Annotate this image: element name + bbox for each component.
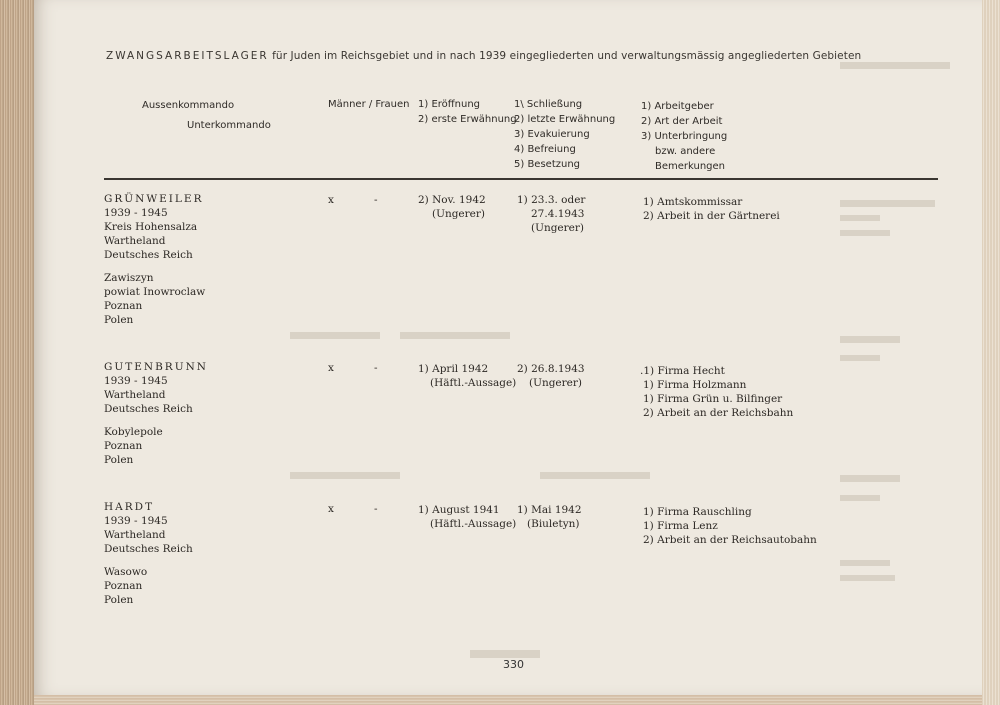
header-divider [104,178,938,180]
header-opening-line: 2) erste Erwähnung [418,114,517,125]
header-aussenkommando: Aussenkommando [142,100,235,111]
header-closing-line: 2) letzte Erwähnung [514,114,616,125]
page-bottom-edge [34,695,982,705]
opening-cell [418,503,516,531]
location-line: Wartheland [104,235,166,247]
location-line: Deutsches Reich [104,249,193,261]
opening-line: (Häftl.-Aussage) [430,377,517,389]
opening-cell [418,193,486,221]
header-unterkommando: Unterkommando [187,120,271,131]
work-line: 2) Arbeit an der Reichsbahn [643,407,794,419]
work-line: 1) Firma Lenz [643,520,718,532]
men-mark: x [328,503,334,515]
work-line: 2) Arbeit in der Gärtnerei [643,210,780,222]
work-line: 1) Amtskommissar [643,196,743,208]
work-line: .1) Firma Hecht [640,365,725,377]
work-line: 1) Firma Holzmann [643,379,747,391]
location-line: powiat Inowroclaw [104,286,206,298]
location-line: Kobylepole [104,426,163,438]
location-line: Poznan [104,440,143,452]
header-maenner-frauen: Männer / Frauen [328,99,410,110]
closing-line: (Ungerer) [531,222,584,234]
closing-cell [517,362,585,390]
header-work-line: Bemerkungen [655,161,726,172]
header-opening-line: 1) Eröffnung [418,99,481,110]
header-closing-line: 4) Befreiung [514,144,576,155]
location-line: Wartheland [104,389,166,401]
work-cell [643,505,817,547]
book-spine [0,0,34,705]
opening-line: 2) Nov. 1942 [418,194,486,206]
header-closing-line: 3) Evakuierung [514,129,590,140]
women-mark: - [374,362,378,374]
location-line: Polen [104,454,134,466]
closing-line: 1) 23.3. oder [517,194,586,206]
header-work-line: bzw. andere [655,146,716,157]
opening-line: (Ungerer) [432,208,485,220]
location-line: Poznan [104,300,143,312]
work-line: 2) Arbeit an der Reichsautobahn [643,534,817,546]
closing-line: (Biuletyn) [527,518,580,530]
document-title [106,50,861,62]
location-line: Deutsches Reich [104,543,193,555]
header-work-line: 3) Unterbringung [641,131,728,142]
location-line: Wartheland [104,529,166,541]
opening-line: (Häftl.-Aussage) [430,518,517,530]
opening-line: 1) August 1941 [418,504,500,516]
header-opening [418,97,517,127]
work-line: 1) Firma Rauschling [643,506,752,518]
location-line: Wasowo [104,566,148,578]
women-mark: - [374,503,378,515]
title-rest: für Juden im Reichsgebiet und in nach 1939 eingegliederten und verwaltungsmässig angegliederten Gebieten [272,50,862,62]
camp-name: GUTENBRUNN [104,361,208,373]
page-number: 330 [503,658,524,671]
location-line: Deutsches Reich [104,403,193,415]
closing-line: 2) 26.8.1943 [517,363,585,375]
header-closing [514,97,615,172]
closing-line: 27.4.1943 [531,208,585,220]
location-line: Polen [104,594,134,606]
camp-name: GRÜNWEILER [104,193,204,205]
men-mark: x [328,194,334,206]
location-line: Zawiszyn [104,272,154,284]
location-line: Poznan [104,580,143,592]
closing-cell [517,503,582,531]
header-work-line: 2) Art der Arbeit [641,116,723,127]
closing-line: (Ungerer) [529,377,582,389]
location-line: 1939 - 1945 [104,515,168,527]
location-line: 1939 - 1945 [104,375,168,387]
work-cell [640,364,793,420]
page-edge [982,0,1000,705]
location-line: Kreis Hohensalza [104,221,198,233]
title-prefix: ZWANGSARBEITSLAGER [106,50,269,62]
camp-name: HARDT [104,501,155,513]
opening-line: 1) April 1942 [418,363,489,375]
header-work [641,99,727,174]
men-mark: x [328,362,334,374]
header-work-line: 1) Arbeitgeber [641,101,714,112]
location-line: 1939 - 1945 [104,207,168,219]
header-closing-line: 5) Besetzung [514,159,581,170]
location-line: Polen [104,314,134,326]
women-mark: - [374,194,378,206]
closing-line: 1) Mai 1942 [517,504,582,516]
entry-location [104,500,193,607]
work-line: 1) Firma Grün u. Bilfinger [643,393,783,405]
work-cell [643,195,780,223]
entry-location [104,360,208,467]
header-closing-line: 1\ Schließung [514,99,583,110]
closing-cell [517,193,585,235]
entry-location [104,192,205,327]
opening-cell [418,362,516,390]
